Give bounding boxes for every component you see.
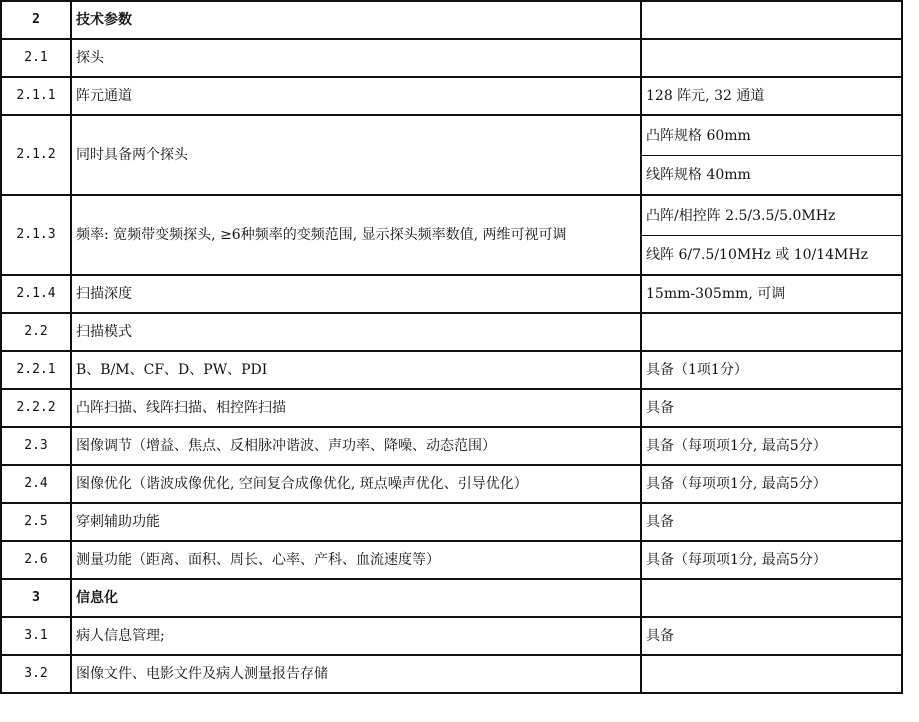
row-value: 具备（每项项1分, 最高5分）: [641, 465, 902, 503]
row-description: 图像文件、电影文件及病人测量报告存储: [71, 655, 641, 693]
table-row: [1, 465, 902, 503]
row-value: 凸阵规格 60mm: [646, 127, 751, 144]
table-row: [1, 579, 902, 617]
table-row: [1, 427, 902, 465]
row-number: 2.4: [1, 465, 71, 503]
row-description: 穿刺辅助功能: [71, 503, 641, 541]
row-number: 2.2: [1, 313, 71, 351]
row-value: [641, 313, 902, 351]
row-number: 2.2.1: [1, 351, 71, 389]
row-description: 扫描深度: [71, 275, 641, 313]
row-value: 具备: [641, 503, 902, 541]
row-value: 15mm-305mm, 可调: [641, 275, 902, 313]
row-number: 2.1.3: [1, 195, 71, 275]
row-value: 线阵 6/7.5/10MHz 或 10/14MHz: [642, 235, 901, 274]
table-row: [1, 1, 902, 39]
row-value: [641, 1, 902, 39]
row-description: B、B/M、CF、D、PW、PDI: [71, 351, 641, 389]
row-description: 技术参数: [71, 1, 641, 39]
row-description: 频率: 宽频带变频探头, ≥6种频率的变频范围, 显示探头频率数值, 两维可视可调: [71, 195, 641, 275]
table-row: [1, 541, 902, 579]
table-row: [1, 195, 902, 275]
table-row: [1, 503, 902, 541]
row-description: 信息化: [71, 579, 641, 617]
row-number: 2.2.2: [1, 389, 71, 427]
row-value: 具备（每项项1分, 最高5分）: [641, 427, 902, 465]
row-value: [641, 655, 902, 693]
row-number: 2.6: [1, 541, 71, 579]
row-description: 图像调节（增益、焦点、反相脉冲谐波、声功率、降噪、动态范围）: [71, 427, 641, 465]
row-number: 2.5: [1, 503, 71, 541]
row-value: 凸阵/相控阵 2.5/3.5/5.0MHz: [646, 207, 836, 224]
row-description: 扫描模式: [71, 313, 641, 351]
table-row: [1, 115, 902, 195]
row-description: 凸阵扫描、线阵扫描、相控阵扫描: [71, 389, 641, 427]
row-value: 线阵规格 40mm: [642, 155, 901, 194]
row-number: 2.1: [1, 39, 71, 77]
row-number: 3: [1, 579, 71, 617]
row-description: 测量功能（距离、面积、周长、心率、产科、血流速度等）: [71, 541, 641, 579]
row-number: 3.1: [1, 617, 71, 655]
table-row: [1, 313, 902, 351]
row-number: 2: [1, 1, 71, 39]
row-value: 具备: [641, 389, 902, 427]
table-row: [1, 655, 902, 693]
row-number: 2.1.2: [1, 115, 71, 195]
row-number: 2.3: [1, 427, 71, 465]
row-description: 阵元通道: [71, 77, 641, 115]
table-row: [1, 275, 902, 313]
row-description: 同时具备两个探头: [71, 115, 641, 195]
row-description: 病人信息管理;: [71, 617, 641, 655]
table-row: [1, 617, 902, 655]
row-number: 2.1.4: [1, 275, 71, 313]
row-value: [641, 579, 902, 617]
row-value-group: [641, 115, 902, 195]
row-number: 3.2: [1, 655, 71, 693]
row-value-group: [641, 195, 902, 275]
table-row: [1, 351, 902, 389]
table-row: [1, 389, 902, 427]
row-description: 探头: [71, 39, 641, 77]
row-value: 128 阵元, 32 通道: [641, 77, 902, 115]
table-row: [1, 77, 902, 115]
row-value: 具备: [641, 617, 902, 655]
table-row: [1, 39, 902, 77]
row-value: 具备（每项项1分, 最高5分）: [641, 541, 902, 579]
row-value: 具备（1项1分）: [641, 351, 902, 389]
row-description: 图像优化（谐波成像优化, 空间复合成像优化, 斑点噪声优化、引导优化）: [71, 465, 641, 503]
row-number: 2.1.1: [1, 77, 71, 115]
row-value: [641, 39, 902, 77]
